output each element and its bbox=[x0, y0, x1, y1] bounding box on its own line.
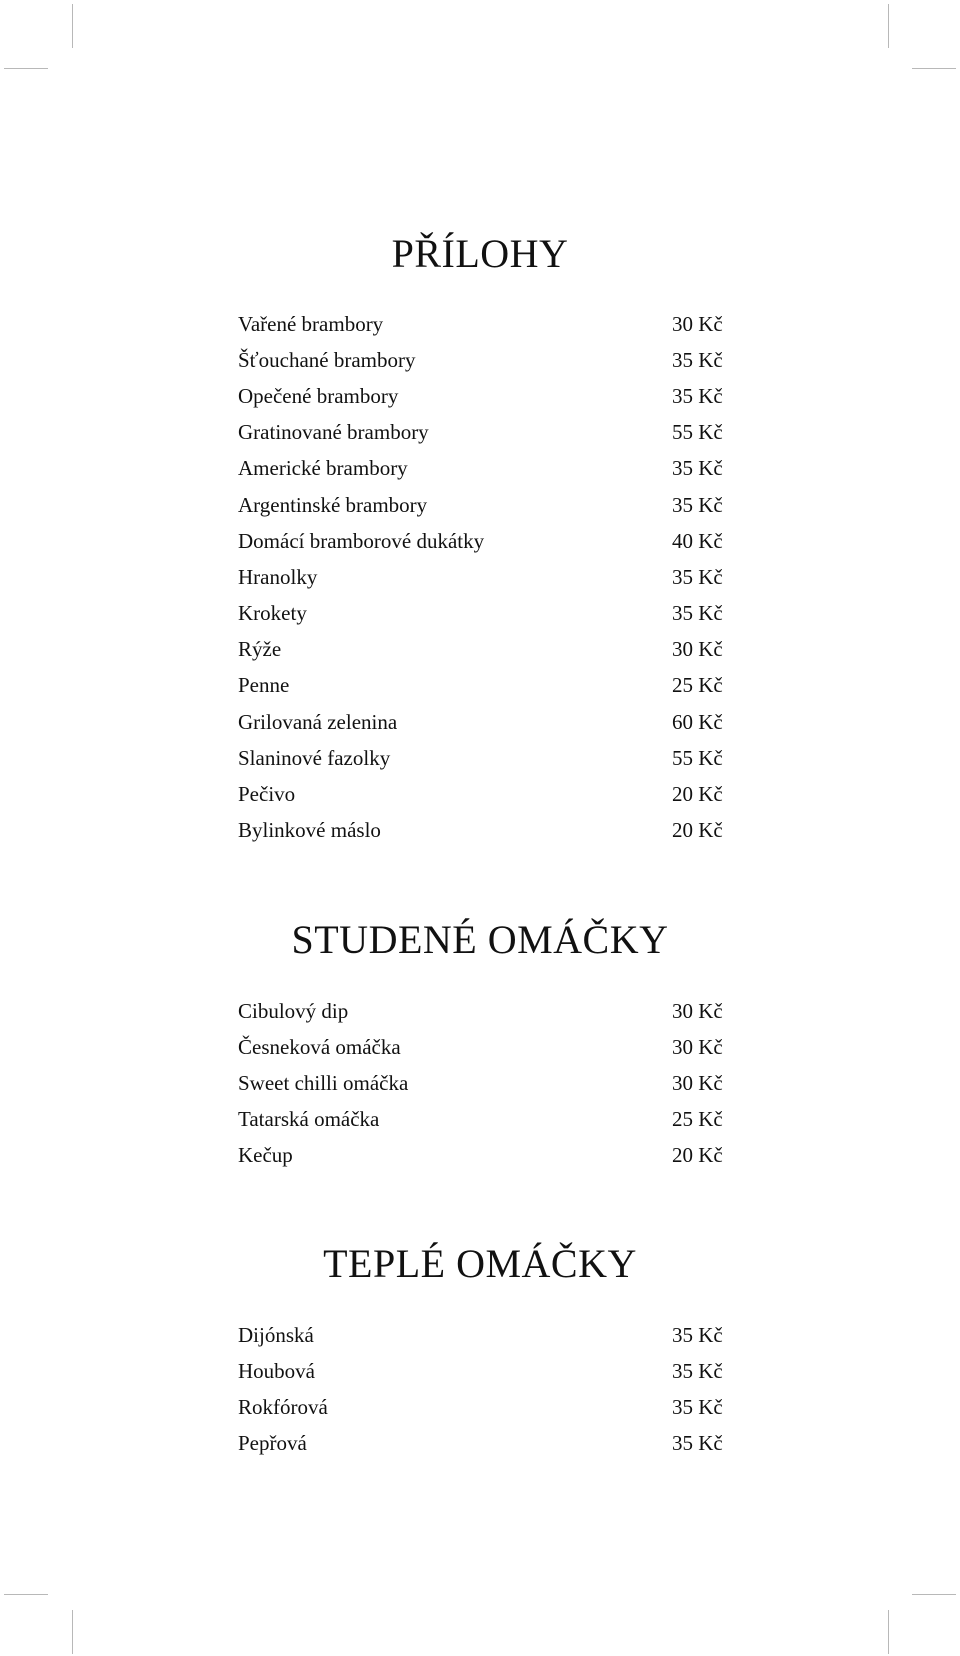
menu-item bbox=[238, 740, 728, 776]
item-name: Pečivo bbox=[238, 782, 296, 807]
menu-item bbox=[238, 487, 728, 523]
item-name: Rýže bbox=[238, 637, 282, 662]
item-name: Gratinované brambory bbox=[238, 420, 429, 445]
menu-item bbox=[238, 596, 728, 632]
item-price: 30 Kč bbox=[672, 311, 723, 336]
item-price: 35 Kč bbox=[672, 1394, 723, 1419]
crop-mark-bottom-right bbox=[888, 1610, 889, 1654]
item-name: Argentinské brambory bbox=[238, 492, 428, 517]
item-price: 35 Kč bbox=[672, 492, 723, 517]
item-price: 35 Kč bbox=[672, 1322, 723, 1347]
menu-item bbox=[238, 993, 728, 1029]
item-price: 20 Kč bbox=[672, 782, 723, 807]
crop-mark-top-left-h bbox=[4, 68, 48, 69]
menu-item bbox=[238, 1065, 728, 1101]
menu-item bbox=[238, 1102, 728, 1138]
item-name: Kečup bbox=[238, 1143, 293, 1168]
menu-item bbox=[238, 1389, 728, 1425]
item-name: Grilovaná zelenina bbox=[238, 709, 398, 734]
item-price: 30 Kč bbox=[672, 998, 723, 1023]
item-price: 25 Kč bbox=[672, 1107, 723, 1132]
item-name: Penne bbox=[238, 673, 290, 698]
item-name: Pepřová bbox=[238, 1431, 307, 1456]
menu-item bbox=[238, 704, 728, 740]
menu-item bbox=[238, 306, 728, 342]
menu-item bbox=[238, 813, 728, 849]
menu-list-teple-omacky bbox=[238, 1317, 728, 1462]
menu-item bbox=[238, 668, 728, 704]
item-price: 35 Kč bbox=[672, 1431, 723, 1456]
item-price: 30 Kč bbox=[672, 1070, 723, 1095]
menu-list-studene-omacky bbox=[238, 993, 728, 1174]
item-price: 40 Kč bbox=[672, 528, 723, 553]
menu-item bbox=[238, 378, 728, 414]
item-name: Česneková omáčka bbox=[238, 1034, 401, 1059]
item-name: Domácí bramborové dukátky bbox=[238, 528, 485, 553]
menu-list-prilohy bbox=[238, 306, 728, 849]
item-price: 35 Kč bbox=[672, 383, 723, 408]
item-price: 30 Kč bbox=[672, 1034, 723, 1059]
item-name: Krokety bbox=[238, 601, 307, 626]
menu-item bbox=[238, 1426, 728, 1462]
menu-item bbox=[238, 1353, 728, 1389]
item-name: Bylinkové máslo bbox=[238, 818, 381, 843]
item-price: 55 Kč bbox=[672, 745, 723, 770]
item-name: Americké brambory bbox=[238, 456, 408, 481]
crop-mark-top-right-h bbox=[912, 68, 956, 69]
menu-item bbox=[238, 1029, 728, 1065]
item-price: 60 Kč bbox=[672, 709, 723, 734]
item-name: Rokfórová bbox=[238, 1394, 328, 1419]
menu-item bbox=[238, 523, 728, 559]
menu-item bbox=[238, 451, 728, 487]
item-name: Vařené brambory bbox=[238, 311, 384, 336]
section-title-teple-omacky: TEPLÉ OMÁČKY bbox=[323, 1241, 637, 1286]
item-name: Cibulový dip bbox=[238, 998, 349, 1023]
item-price: 55 Kč bbox=[672, 420, 723, 445]
item-name: Houbová bbox=[238, 1358, 315, 1383]
item-name: Dijónská bbox=[238, 1322, 314, 1347]
item-name: Šťouchané brambory bbox=[238, 347, 416, 372]
item-name: Opečené brambory bbox=[238, 383, 399, 408]
item-name: Tatarská omáčka bbox=[238, 1107, 380, 1132]
crop-mark-top-left bbox=[72, 4, 73, 48]
menu-item bbox=[238, 342, 728, 378]
menu-item bbox=[238, 776, 728, 812]
item-name: Slaninové fazolky bbox=[238, 745, 391, 770]
crop-mark-bottom-left bbox=[72, 1610, 73, 1654]
section-title-prilohy: PŘÍLOHY bbox=[391, 231, 569, 276]
item-price: 20 Kč bbox=[672, 1143, 723, 1168]
item-price: 35 Kč bbox=[672, 601, 723, 626]
item-price: 25 Kč bbox=[672, 673, 723, 698]
menu-item bbox=[238, 559, 728, 595]
item-name: Sweet chilli omáčka bbox=[238, 1070, 409, 1095]
item-price: 35 Kč bbox=[672, 456, 723, 481]
crop-mark-top-right bbox=[888, 4, 889, 48]
menu-item bbox=[238, 632, 728, 668]
item-price: 30 Kč bbox=[672, 637, 723, 662]
section-title-studene-omacky: STUDENÉ OMÁČKY bbox=[291, 917, 669, 962]
item-price: 35 Kč bbox=[672, 1358, 723, 1383]
item-price: 20 Kč bbox=[672, 818, 723, 843]
item-price: 35 Kč bbox=[672, 564, 723, 589]
item-price: 35 Kč bbox=[672, 347, 723, 372]
crop-mark-bottom-left-h bbox=[4, 1594, 48, 1595]
menu-item bbox=[238, 1138, 728, 1174]
crop-mark-bottom-right-h bbox=[912, 1594, 956, 1595]
menu-item bbox=[238, 415, 728, 451]
menu-item bbox=[238, 1317, 728, 1353]
item-name: Hranolky bbox=[238, 564, 318, 589]
